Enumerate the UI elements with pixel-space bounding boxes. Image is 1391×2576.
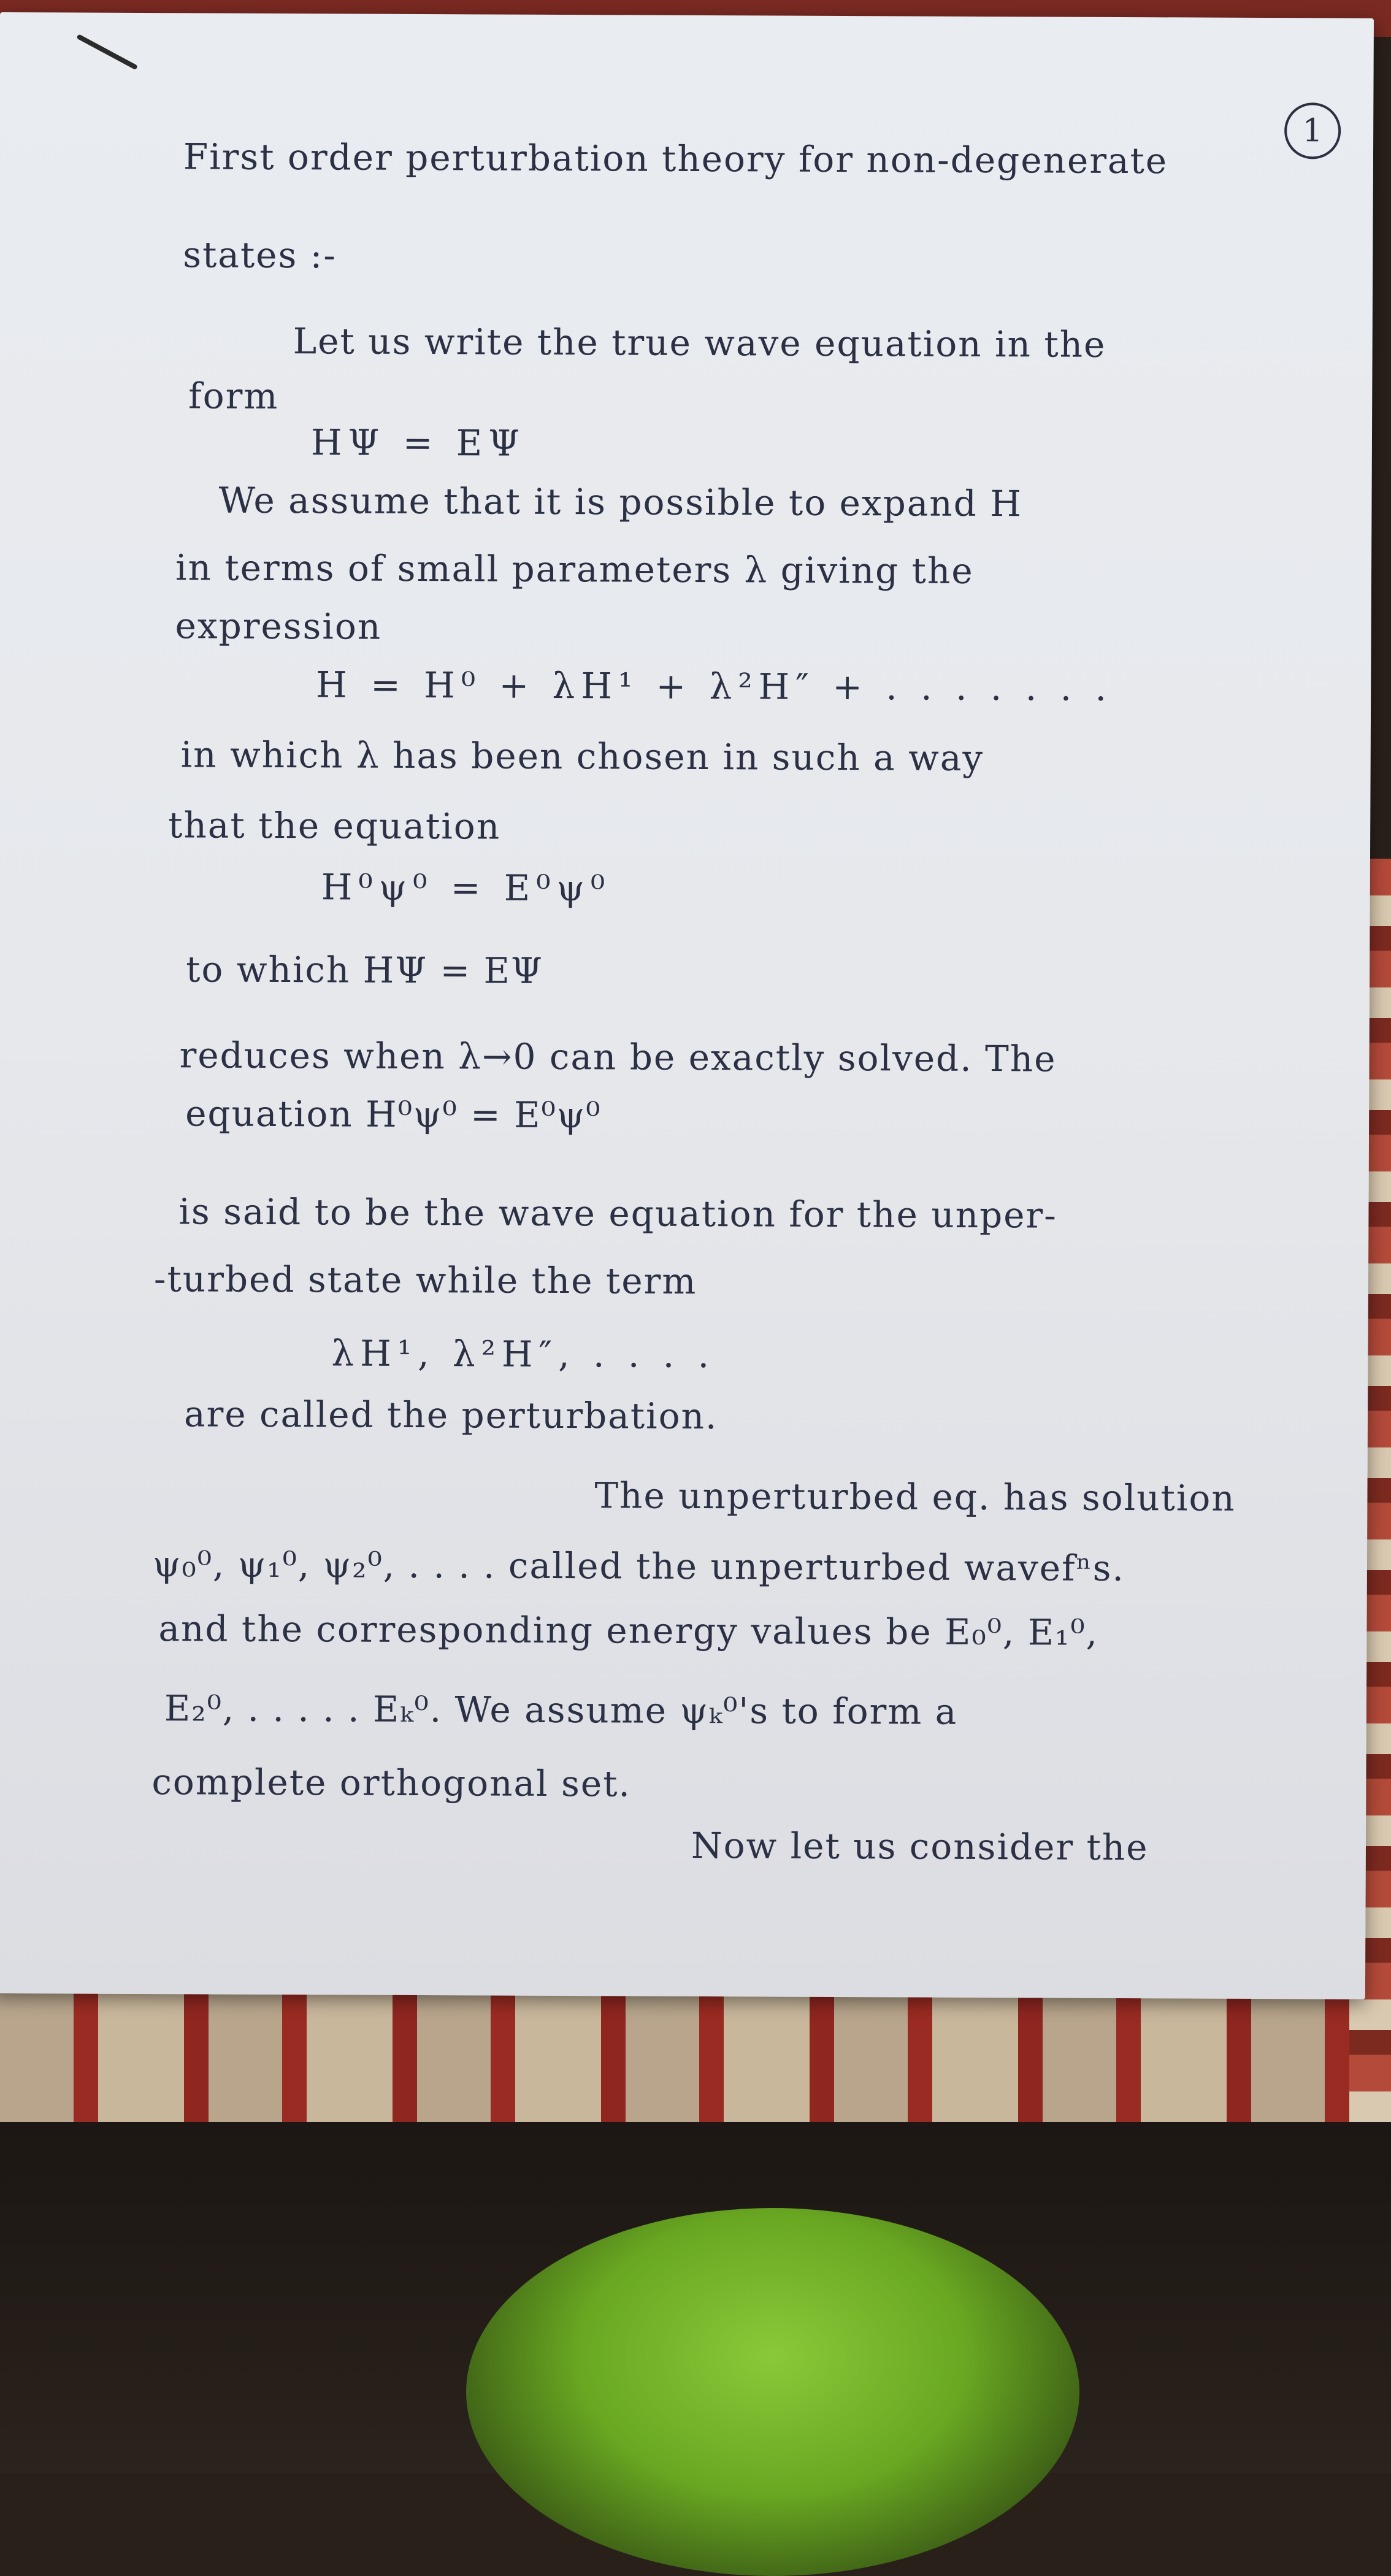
text-line: Let us write the true wave equation in the (293, 320, 1106, 366)
text-line: E₂⁰, . . . . . Eₖ⁰. We assume ψₖ⁰'s to form a (164, 1687, 958, 1733)
pen-mark (76, 34, 138, 70)
page-number: 1 (1284, 102, 1341, 159)
equation: HΨ = EΨ (310, 421, 526, 464)
equation: H⁰ψ⁰ = E⁰ψ⁰ (321, 866, 611, 910)
handwritten-page (0, 12, 1374, 1999)
text-line: We assume that it is possible to expand H (218, 479, 1023, 525)
text-line: form (188, 375, 279, 417)
text-line: states :- (183, 234, 337, 277)
text-line: equation H⁰ψ⁰ = E⁰ψ⁰ (185, 1092, 602, 1137)
text-line: The unperturbed eq. has solution (594, 1474, 1236, 1519)
text-line: Now let us consider the (691, 1824, 1149, 1869)
green-object (466, 2208, 1079, 2576)
text-line: reduces when λ→0 can be exactly solved. The (179, 1034, 1057, 1080)
text-line: and the corresponding energy values be E₀⁰, E₁⁰, (158, 1608, 1099, 1654)
text-line: that the equation (168, 804, 501, 848)
text-line: is said to be the wave equation for the unper- (178, 1190, 1057, 1236)
text-line: complete orthogonal set. (151, 1761, 632, 1805)
equation: λH¹, λ²H″, . . . . (331, 1332, 716, 1376)
text-line: ψ₀⁰, ψ₁⁰, ψ₂⁰, . . . . called the unperturbed wavefⁿs. (152, 1543, 1125, 1590)
text-line: are called the perturbation. (183, 1393, 718, 1438)
text-line: expression (175, 605, 382, 648)
text-line: to which HΨ = EΨ (186, 948, 543, 992)
text-line: in which λ has been chosen in such a way (180, 734, 984, 780)
text-line: First order perturbation theory for non-degenerate (183, 136, 1168, 182)
text-line: in terms of small parameters λ giving the (175, 546, 974, 592)
equation: H = H⁰ + λH¹ + λ²H″ + . . . . . . . (316, 664, 1113, 709)
text-line: -turbed state while the term (153, 1258, 697, 1302)
